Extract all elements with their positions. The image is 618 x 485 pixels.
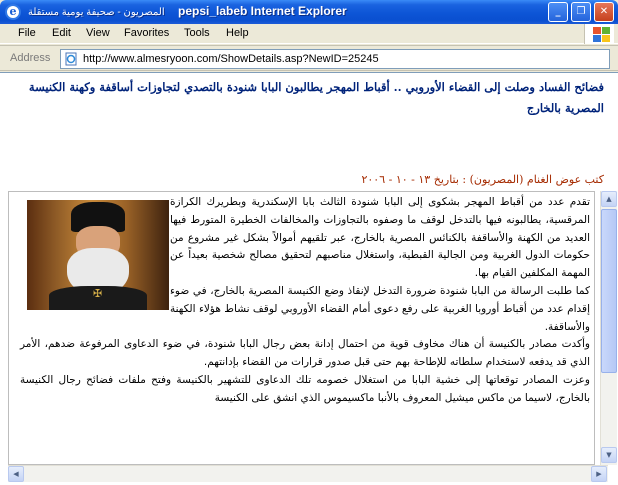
- menu-edit[interactable]: Edit: [52, 27, 71, 39]
- minimize-button[interactable]: _: [548, 2, 568, 22]
- scroll-up-button[interactable]: ▲: [601, 191, 617, 207]
- window-title: [28, 4, 347, 18]
- address-input[interactable]: [60, 49, 610, 69]
- scroll-down-button[interactable]: ▼: [601, 447, 617, 463]
- window-title-text: pepsi_labeb Internet Explorer: [177, 4, 347, 18]
- menu-file[interactable]: File: [18, 27, 36, 39]
- internet-explorer-icon: e: [5, 4, 21, 20]
- article-paragraph: كما طلبت الرسالة من البابا شنودة ضرورة التدخل لإنقاذ وضع الكنيسة المصرية بالخارج، في ضوء إقدام عدد من أقباط أوروبا الغربية على رفع دعوى أمام القضاء الأوروبي لوقف نشاط هؤلاء الكهنة والأساقفة.: [170, 284, 590, 333]
- article-paragraph: وعزت المصادر توقعاتها إلى خشية البابا من استغلال خصومه تلك الدعاوى للتشهير بالكنيسة وفتح ملفات فضائح رجال الكنيسة بالخارج، لاسيما من ماكس ميشيل المعروف بالأنبا ماكسيموس الذي انشق على الكنيسة: [20, 373, 590, 404]
- address-bar: [0, 45, 618, 71]
- article-text: [20, 194, 590, 408]
- article-byline: كتب عوض الغنام (المصريون) : بتاريخ ١٣ - ١٠ - ٢٠٠٦: [361, 173, 604, 186]
- photo-spacer: [20, 194, 170, 306]
- address-url: http://www.almesryoon.com/ShowDetails.asp?NewID=25245: [83, 53, 379, 65]
- menu-favorites[interactable]: Favorites: [124, 27, 170, 39]
- menu-tools[interactable]: Tools: [184, 27, 210, 39]
- article-paragraph: تقدم عدد من أقباط المهجر بشكوى إلى البابا شنودة الثالث بابا الإسكندرية وبطريرك الكرازة المرقسية، يطالبونه فيها بالتدخل لوقف ما وصفوه بالتجاوزات والمخالفات الخطيرة المتورط فيها العديد من الكهنة والأساقفة بالكنائس المصرية بالخارج، عبر تلقيهم أموالاً بشكل غير مشروع من حكومات الدول الغربية ومن الجالية القبطية، واستغلال مناصبهم لتحقيق مصالح شخصية بعيداً عن المهمة المكلفين القيام بها.: [170, 196, 590, 280]
- page-viewport: [0, 72, 618, 485]
- article-paragraph: وأكدت مصادر بالكنيسة أن هناك مخاوف قوية من احتمال إدانة بعض رجال البابا شنودة، في ضوء الدعاوى المرفوعة ضدهم، الأمر الذي قد يدفعه لاستخدام سلطاته للإطاحة بهم حتى قبل صدور قرارات من القضاء بإدانتهم.: [20, 338, 590, 369]
- page-icon: [64, 52, 78, 66]
- scroll-right-button[interactable]: ▶: [591, 466, 607, 482]
- windows-logo-icon: [584, 24, 614, 44]
- menu-view[interactable]: View: [86, 27, 110, 39]
- menu-help[interactable]: Help: [226, 27, 249, 39]
- title-bar: [0, 0, 618, 24]
- close-button[interactable]: ✕: [594, 2, 614, 22]
- menu-bar: [0, 24, 618, 44]
- horizontal-scrollbar[interactable]: [8, 465, 608, 482]
- vertical-scrollbar[interactable]: [600, 191, 617, 465]
- scroll-left-button[interactable]: ◀: [8, 466, 24, 482]
- scroll-thumb[interactable]: [601, 209, 617, 373]
- cross-icon: ✠: [93, 287, 103, 300]
- address-label: Address: [10, 52, 51, 64]
- article-headline[interactable]: فضائح الفساد وصلت إلى القضاء الأوروبي .. أقباط المهجر يطالبون البابا شنودة بالتصدي لتجاوزات أساقفة وكهنة الكنيسة المصرية بالخارج: [28, 80, 604, 115]
- window-title-arabic: المصريون - صحيفة يومية مستقلة: [28, 7, 165, 18]
- article-body-frame: [8, 191, 595, 465]
- restore-button[interactable]: ❐: [571, 2, 591, 22]
